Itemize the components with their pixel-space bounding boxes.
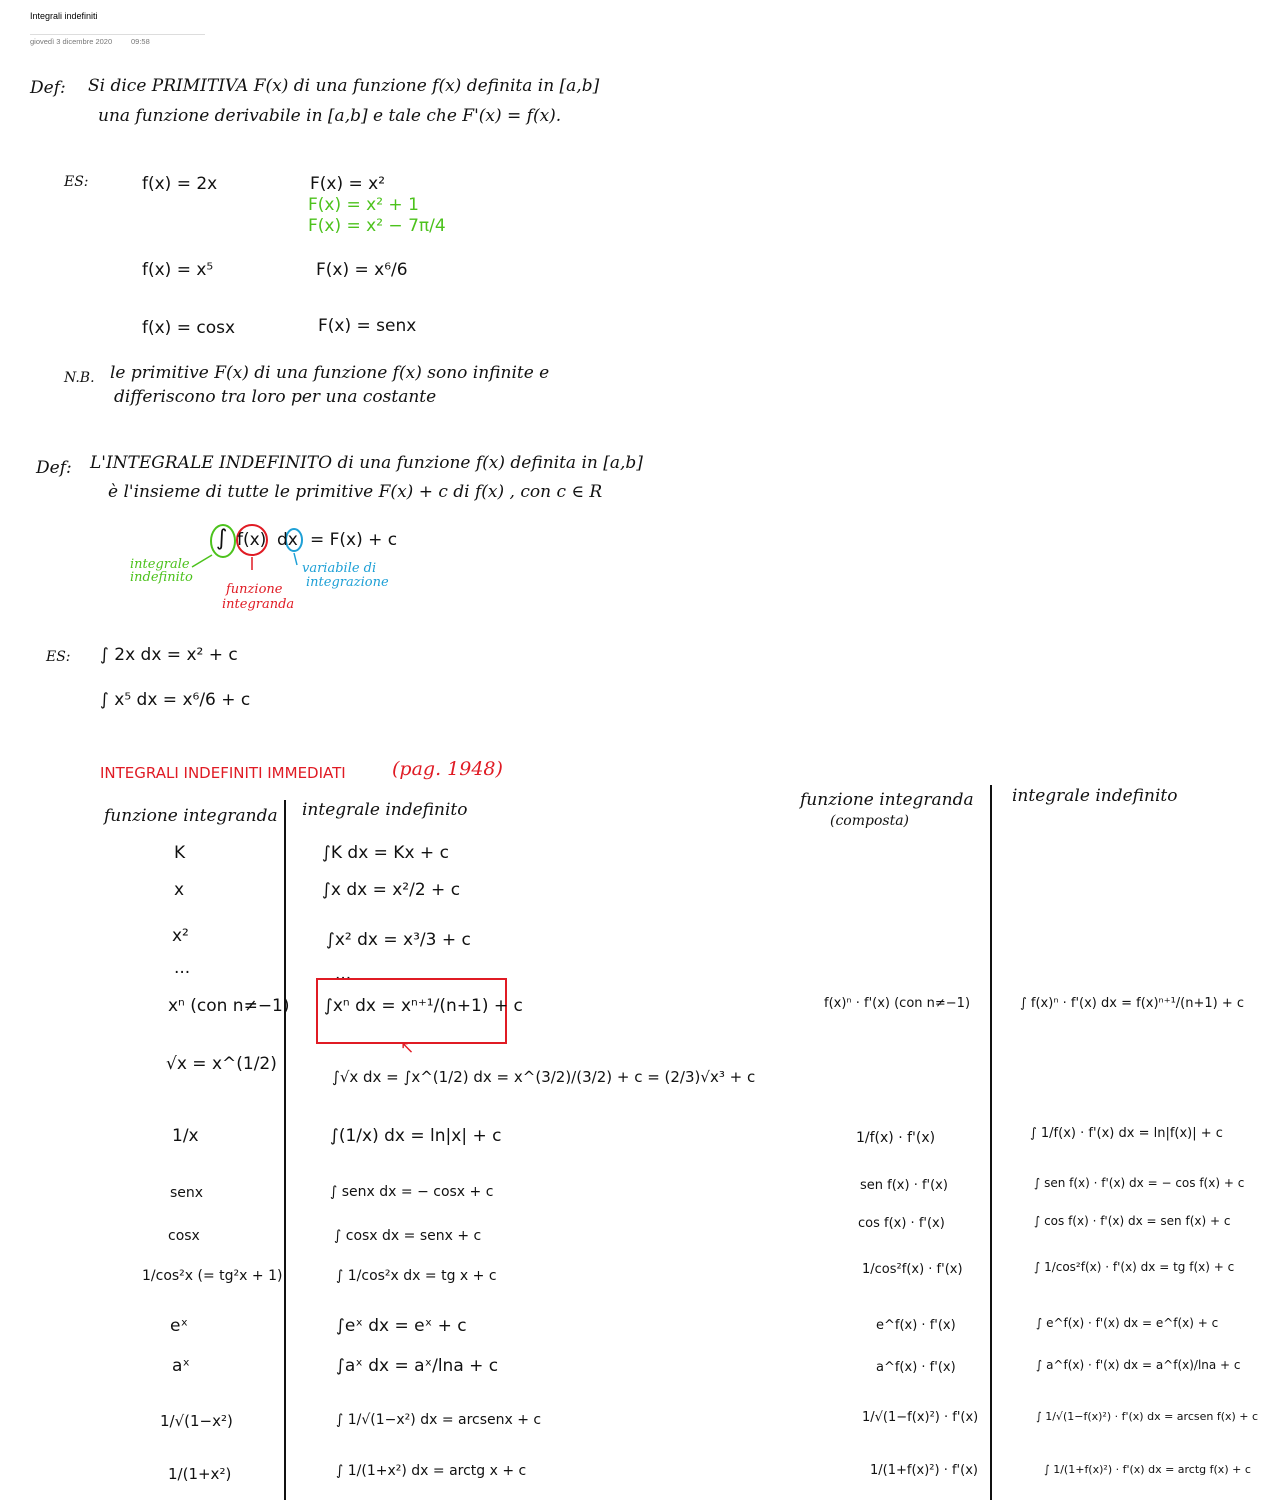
- right-i-2: ∫ sen f(x) · f'(x) dx = − cos f(x) + c: [1034, 1176, 1245, 1190]
- right-f-4: 1/cos²f(x) · f'(x): [862, 1262, 963, 1277]
- left-i-11: ∫aˣ dx = aˣ/lna + c: [336, 1356, 499, 1376]
- header-divider: [30, 34, 205, 35]
- right-f-6: a^f(x) · f'(x): [876, 1360, 956, 1375]
- left-i-9: ∫ 1/cos²x dx = tg x + c: [336, 1268, 497, 1284]
- left-f-13: 1/(1+x²): [168, 1465, 232, 1483]
- left-f-9: 1/cos²x (= tg²x + 1): [142, 1268, 283, 1284]
- def2-label: Def:: [36, 458, 72, 478]
- nb-line1: le primitive F(x) di una funzione f(x) sono infinite e: [110, 363, 550, 383]
- immediati-title: INTEGRALI INDEFINITI IMMEDIATI: [100, 764, 346, 782]
- left-i-12: ∫ 1/√(1−x²) dx = arcsenx + c: [336, 1412, 542, 1428]
- right-col-divider: [990, 785, 992, 1500]
- left-i-5: ∫√x dx = ∫x^(1/2) dx = x^(3/2)/(3/2) + c = (2/3)√x³ + c: [332, 1068, 756, 1086]
- left-i-1: ∫x dx = x²/2 + c: [322, 880, 461, 900]
- ann-blue-1: integrazione: [306, 575, 389, 590]
- right-f-1: 1/f(x) · f'(x): [856, 1130, 936, 1146]
- highlight-arrow: ↖: [400, 1038, 415, 1058]
- left-i-6: ∫(1/x) dx = ln|x| + c: [330, 1126, 502, 1146]
- immediati-page-ref: (pag. 1948): [392, 758, 503, 780]
- left-i-3: ...: [335, 964, 352, 984]
- ann-blue-0: variabile di: [302, 561, 377, 576]
- right-f-5: e^f(x) · f'(x): [876, 1318, 956, 1333]
- left-i-10: ∫eˣ dx = eˣ + c: [336, 1316, 467, 1336]
- page-date: giovedì 3 dicembre 2020: [30, 37, 113, 46]
- def1-line1: Si dice PRIMITIVA F(x) di una funzione f(x) definita in [a,b]: [88, 76, 600, 96]
- left-f-10: eˣ: [170, 1316, 189, 1336]
- blue-pointer: [294, 553, 297, 565]
- right-i-3: ∫ cos f(x) · f'(x) dx = sen f(x) + c: [1034, 1214, 1231, 1228]
- left-col-divider: [284, 800, 286, 1500]
- right-f-8: 1/(1+f(x)²) · f'(x): [870, 1463, 978, 1478]
- left-f-1: x: [174, 880, 185, 900]
- page-time: 09:58: [131, 37, 150, 46]
- left-i-0: ∫K dx = Kx + c: [322, 843, 449, 863]
- left-f-8: cosx: [168, 1228, 200, 1244]
- es2-row1: ∫ 2x dx = x² + c: [100, 645, 238, 665]
- ann-green-0: integrale: [130, 557, 190, 572]
- right-head-f2: (composta): [830, 813, 910, 829]
- right-i-7: ∫ 1/√(1−f(x)²) · f'(x) dx = arcsen f(x) + c: [1036, 1410, 1259, 1423]
- left-i-7: ∫ senx dx = − cosx + c: [330, 1184, 494, 1200]
- page-title: Integrali indefiniti: [30, 11, 98, 21]
- right-f-2: sen f(x) · f'(x): [860, 1178, 948, 1193]
- right-i-1: ∫ 1/f(x) · f'(x) dx = ln|f(x)| + c: [1030, 1126, 1223, 1141]
- right-i-0: ∫ f(x)ⁿ · f'(x) dx = f(x)ⁿ⁺¹/(n+1) + c: [1020, 996, 1245, 1011]
- green-pointer: [192, 555, 212, 567]
- es2-row2: ∫ x⁵ dx = x⁶/6 + c: [100, 690, 251, 710]
- left-i-8: ∫ cosx dx = senx + c: [334, 1228, 482, 1244]
- left-head-f: funzione integranda: [104, 806, 278, 826]
- left-f-0: K: [174, 843, 186, 863]
- right-f-3: cos f(x) · f'(x): [858, 1216, 945, 1231]
- def2-integrand: f(x): [237, 530, 267, 550]
- ann-red-0: funzione: [226, 582, 283, 597]
- es1-F-0: F(x) = x²: [310, 174, 386, 194]
- es2-label: ES:: [46, 649, 71, 665]
- right-i-5: ∫ e^f(x) · f'(x) dx = e^f(x) + c: [1036, 1316, 1219, 1330]
- left-f-5: √x = x^(1/2): [166, 1054, 277, 1074]
- left-f-12: 1/√(1−x²): [160, 1412, 233, 1430]
- es1-f-1: f(x) = x⁵: [142, 260, 214, 280]
- right-head-f: funzione integranda: [800, 790, 974, 810]
- left-f-6: 1/x: [172, 1126, 199, 1146]
- left-i-2: ∫x² dx = x³/3 + c: [326, 930, 471, 950]
- nb-label: N.B.: [64, 370, 95, 386]
- left-f-7: senx: [170, 1185, 204, 1201]
- def1-label: Def:: [30, 78, 66, 98]
- def2-dx: dx: [277, 530, 298, 550]
- right-f-7: 1/√(1−f(x)²) · f'(x): [862, 1410, 979, 1425]
- es1-label: ES:: [64, 174, 89, 190]
- right-i-4: ∫ 1/cos²f(x) · f'(x) dx = tg f(x) + c: [1034, 1260, 1235, 1274]
- es1-f-2: f(x) = cosx: [142, 318, 236, 338]
- def2-integral-sign: ∫: [216, 526, 228, 551]
- left-i-13: ∫ 1/(1+x²) dx = arctg x + c: [336, 1463, 527, 1479]
- right-i-8: ∫ 1/(1+f(x)²) · f'(x) dx = arctg f(x) + c: [1044, 1463, 1251, 1476]
- left-i-4: ∫xⁿ dx = xⁿ⁺¹/(n+1) + c: [324, 996, 523, 1016]
- es1-f-0: f(x) = 2x: [142, 174, 218, 194]
- right-head-i: integrale indefinito: [1012, 786, 1178, 806]
- left-f-3: ...: [174, 958, 191, 978]
- ann-green-1: indefinito: [130, 570, 193, 585]
- left-f-11: aˣ: [172, 1356, 190, 1376]
- left-f-2: x²: [172, 926, 189, 946]
- nb-line2: differiscono tra loro per una costante: [114, 387, 437, 407]
- left-f-4: xⁿ (con n≠−1): [168, 996, 290, 1016]
- left-head-i: integrale indefinito: [302, 800, 468, 820]
- right-i-6: ∫ a^f(x) · f'(x) dx = a^f(x)/lna + c: [1036, 1358, 1241, 1372]
- es1-green-1: F(x) = x² − 7π/4: [308, 216, 446, 236]
- def2-line2: è l'insieme di tutte le primitive F(x) + c di f(x) , con c ∈ R: [108, 482, 603, 502]
- right-f-0: f(x)ⁿ · f'(x) (con n≠−1): [824, 996, 971, 1011]
- ann-red-1: integranda: [222, 597, 295, 612]
- es1-F-2: F(x) = senx: [318, 316, 417, 336]
- def2-line1: L'INTEGRALE INDEFINITO di una funzione f(x) definita in [a,b]: [90, 453, 643, 473]
- es1-green-0: F(x) = x² + 1: [308, 195, 419, 215]
- def2-rhs: = F(x) + c: [310, 530, 398, 550]
- es1-F-1: F(x) = x⁶/6: [316, 260, 408, 280]
- def1-line2: una funzione derivabile in [a,b] e tale che F'(x) = f(x).: [98, 106, 562, 126]
